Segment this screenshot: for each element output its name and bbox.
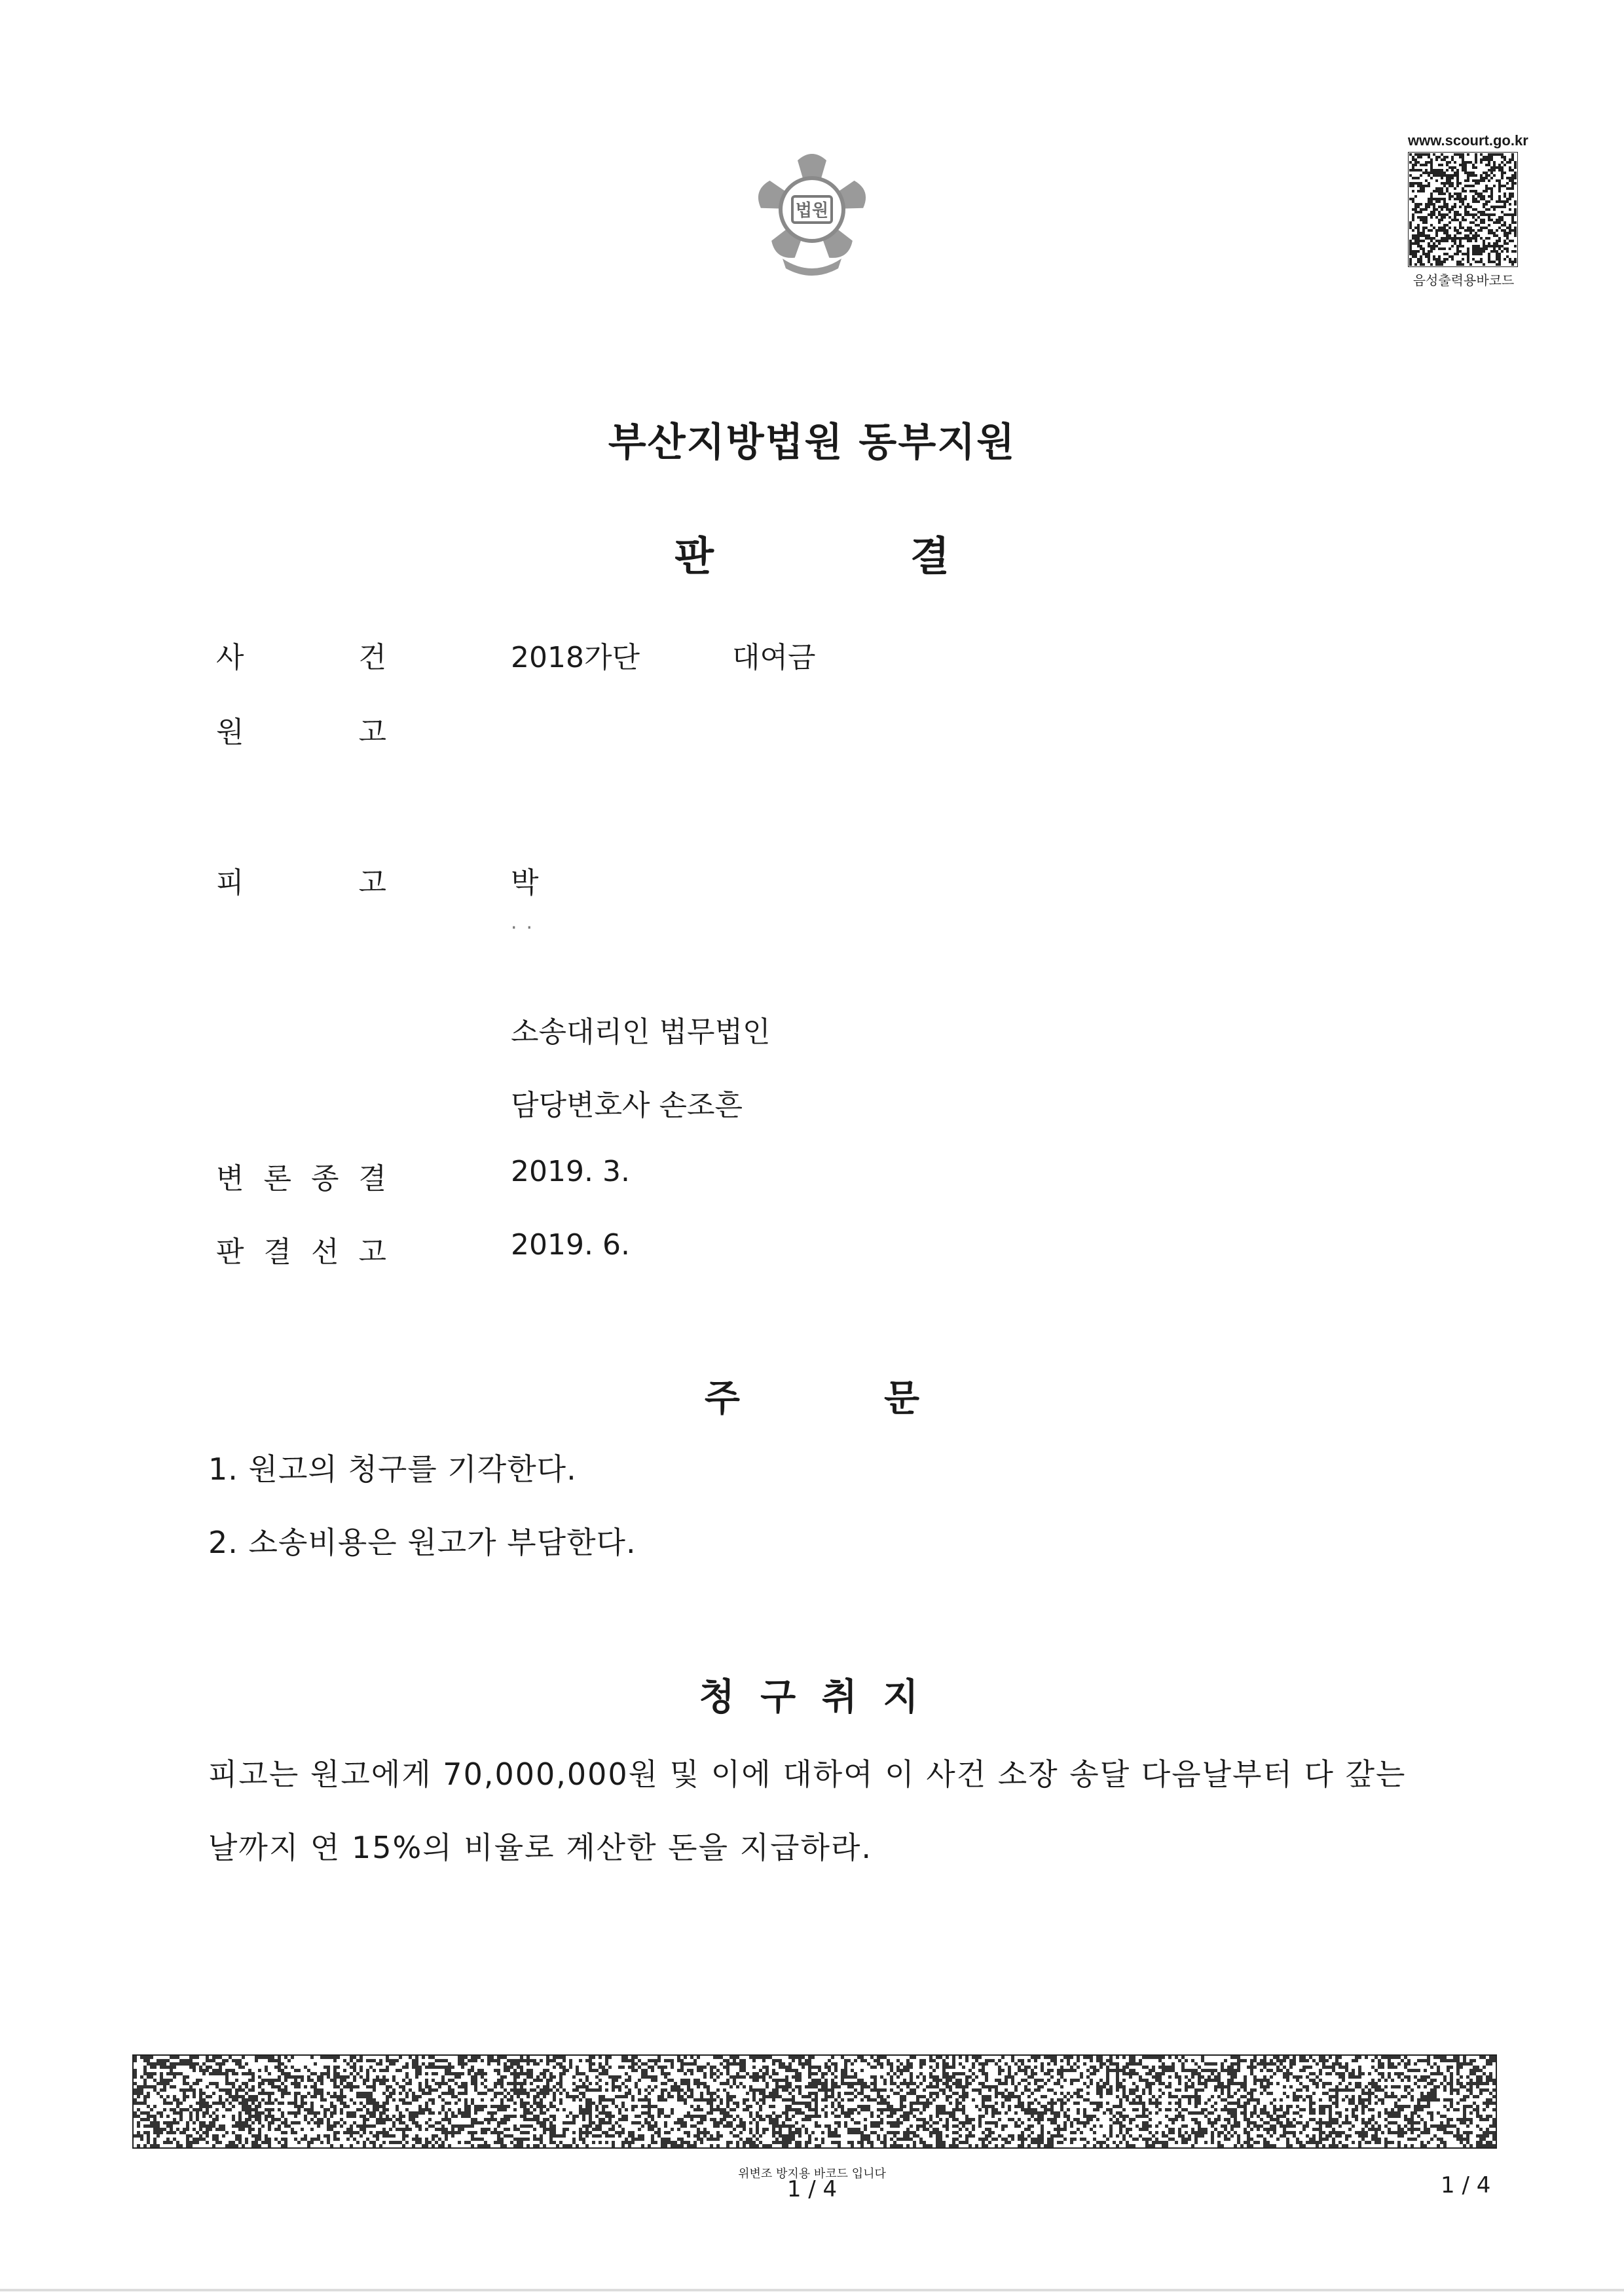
page-number-center: 1 / 4 — [786, 2176, 838, 2202]
label-closing-argument: 변 론 종 결 — [216, 1162, 386, 1195]
page-edge — [0, 2289, 1624, 2291]
court-name: 부산지방법원 동부지원 — [608, 420, 1016, 465]
label-case: 사 건 — [216, 641, 386, 674]
order-heading: 주 문 — [704, 1377, 920, 1420]
qr-url: www.scourt.go.kr — [1408, 132, 1528, 149]
claim-line: 날까지 연 15%의 비율로 계산한 돈을 지급하라. — [208, 1830, 873, 1865]
court-seal-icon — [747, 144, 877, 288]
label-plaintiff: 원 고 — [216, 716, 386, 749]
label-judgment-date: 판 결 선 고 — [216, 1235, 386, 1269]
page-number-right: 1 / 4 — [1441, 2172, 1491, 2198]
document-type — [0, 524, 1624, 582]
defendant-name: 박 — [511, 866, 539, 900]
seal-label: 법원 — [795, 201, 829, 221]
judgment-date: 2019. 6. — [511, 1228, 630, 1262]
qr-code-icon — [1408, 152, 1518, 267]
redacted-address: ·· — [511, 917, 542, 939]
case-number: 2018가단 — [511, 641, 640, 674]
qr-caption: 음성출력용바코드 — [1412, 272, 1515, 288]
label-defendant: 피 고 — [216, 866, 386, 900]
doc-type-char: 판 — [674, 532, 714, 580]
case-name: 대여금 — [732, 641, 816, 674]
order-item: 1. 원고의 청구를 기각한다. — [208, 1451, 577, 1487]
doc-type-char: 결 — [910, 532, 950, 580]
anti-forgery-barcode — [132, 2054, 1497, 2149]
barcode-caption: 위변조 방지용 바코드 입니다 — [738, 2167, 886, 2181]
claim-heading: 청 구 취 지 — [699, 1676, 925, 1719]
closing-argument-date: 2019. 3. — [511, 1155, 630, 1188]
legal-representative: 소송대리인 법무법인 — [511, 1015, 771, 1049]
order-item: 2. 소송비용은 원고가 부담한다. — [208, 1525, 637, 1560]
claim-line: 피고는 원고에게 70,000,000원 및 이에 대하여 이 사건 소장 송달 다음날부터 다 갚는 — [208, 1757, 1407, 1792]
attorney-in-charge: 담당변호사 손조흔 — [511, 1089, 743, 1122]
